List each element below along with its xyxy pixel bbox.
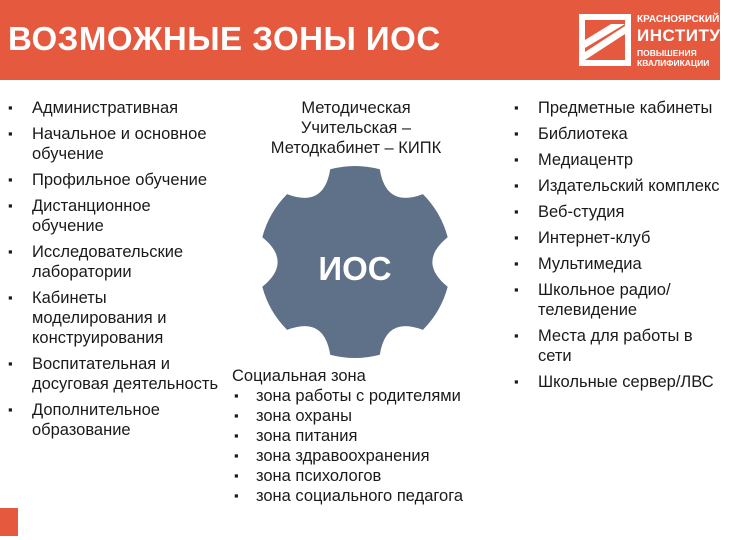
logo-line-2: ИНСТИТУТ bbox=[637, 26, 731, 45]
page-title: ВОЗМОЖНЫЕ ЗОНЫ ИОС bbox=[8, 20, 441, 57]
footer-accent bbox=[0, 508, 18, 536]
list-item: ▪ Медиацентр bbox=[512, 150, 720, 170]
gear-label: ИОС bbox=[318, 250, 392, 287]
list-item: ▪ Начальное и основное обучение bbox=[6, 124, 221, 164]
institute-emblem-icon bbox=[577, 12, 633, 68]
logo-line-3: ПОВЫШЕНИЯ bbox=[637, 48, 697, 58]
list-item: ▪ Веб-студия bbox=[512, 202, 720, 222]
list-item: ▪ зона здравоохранения bbox=[232, 446, 463, 466]
list-item: ▪ Административная bbox=[6, 98, 221, 118]
methodical-line-1: Методическая bbox=[301, 99, 411, 117]
social-zone-list bbox=[232, 386, 463, 506]
list-item: ▪ Воспитательная и досуговая деятельность bbox=[6, 354, 221, 394]
logo-line-4: КВАЛИФИКАЦИИ bbox=[637, 58, 710, 68]
list-item: ▪ Исследовательские лаборатории bbox=[6, 242, 221, 282]
logo-line-1: КРАСНОЯРСКИЙ bbox=[637, 14, 720, 25]
list-item: ▪ зона психологов bbox=[232, 466, 463, 486]
methodical-line-3: Методкабинет – КИПК bbox=[270, 139, 442, 157]
list-item: ▪ Издательский комплекс bbox=[512, 176, 720, 196]
list-item: ▪ Профильное обучение bbox=[6, 170, 221, 190]
list-item: ▪ зона социального педагога bbox=[232, 486, 463, 506]
list-item: ▪ Предметные кабинеты bbox=[512, 98, 720, 118]
methodical-zone bbox=[240, 98, 472, 158]
list-item: ▪ Школьные сервер/ЛВС bbox=[512, 372, 720, 392]
list-item: ▪ Библиотека bbox=[512, 124, 720, 144]
list-item: ▪ Места для работы в сети bbox=[512, 326, 720, 366]
header-bar bbox=[0, 0, 731, 80]
right-zone-list bbox=[512, 98, 720, 398]
list-item: ▪ Кабинеты моделирования и конструирования bbox=[6, 288, 221, 348]
social-zone bbox=[232, 366, 463, 506]
list-item: ▪ Дополнительное образование bbox=[6, 400, 221, 440]
methodical-line-2: Учительская – bbox=[300, 119, 412, 137]
left-zone-list bbox=[6, 98, 221, 446]
institute-logo bbox=[577, 12, 731, 68]
list-item: ▪ зона питания bbox=[232, 426, 463, 446]
list-item: ▪ Интернет-клуб bbox=[512, 228, 720, 248]
social-zone-title: Социальная зона bbox=[232, 367, 366, 385]
list-item: ▪ Мультимедиа bbox=[512, 254, 720, 274]
list-item: ▪ Дистанционное обучение bbox=[6, 196, 221, 236]
list-item: ▪ зона работы с родителями bbox=[232, 386, 463, 406]
list-item: ▪ зона охраны bbox=[232, 406, 463, 426]
list-item: ▪ Школьное радио/телевидение bbox=[512, 280, 720, 320]
